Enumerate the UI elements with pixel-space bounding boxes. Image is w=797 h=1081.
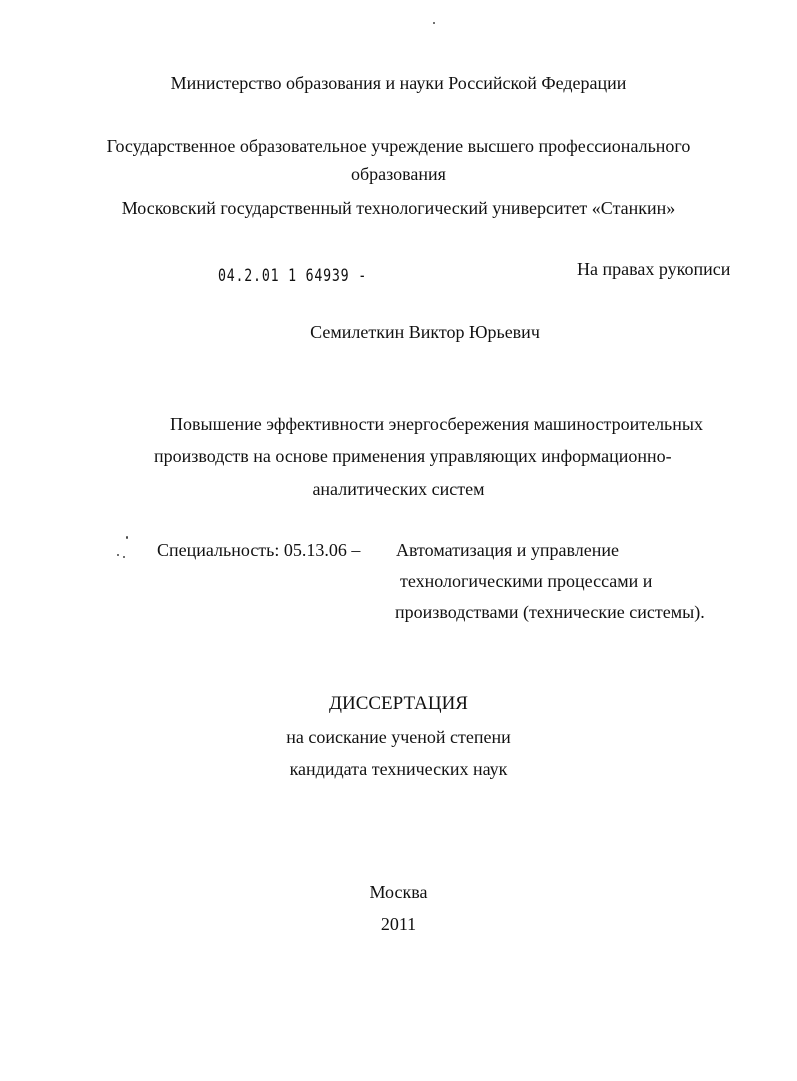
scan-speck [117,554,119,556]
title-line: аналитических систем [312,479,485,499]
degree-line-1: на соискание ученой степени [286,727,511,747]
scan-speck [123,556,125,558]
specialty-line: Автоматизация и управление [396,540,620,560]
specialty-label: Специальность: 05.13.06 – [157,540,361,560]
title-line: производств на основе применения управляющих информационно- [154,446,672,466]
ministry-name: Министерство образования и науки Российской Федерации [170,73,627,93]
specialty-line: технологическими процессами и [400,571,653,591]
author-name: Семилеткин Виктор Юрьевич [310,322,540,342]
university-name: Московский государственный технологический университет «Станкин» [121,198,676,218]
registry-stamp: 04.2.01 1 64939 - [218,266,367,286]
manuscript-note: На правах рукописи [577,259,731,279]
year: 2011 [380,914,417,934]
scan-speck [126,536,128,539]
title-line: Повышение эффективности энергосбережения машиностроительных [170,414,703,434]
city: Москва [369,882,428,902]
document-type-heading: ДИССЕРТАЦИЯ [329,693,468,714]
institution-line-1: Государственное образовательное учреждение высшего профессионального [106,136,691,156]
degree-line-2: кандидата технических наук [289,759,508,779]
institution-line-2: образования [351,164,446,184]
scan-speck [433,22,435,24]
specialty-line: производствами (технические системы). [395,602,705,622]
